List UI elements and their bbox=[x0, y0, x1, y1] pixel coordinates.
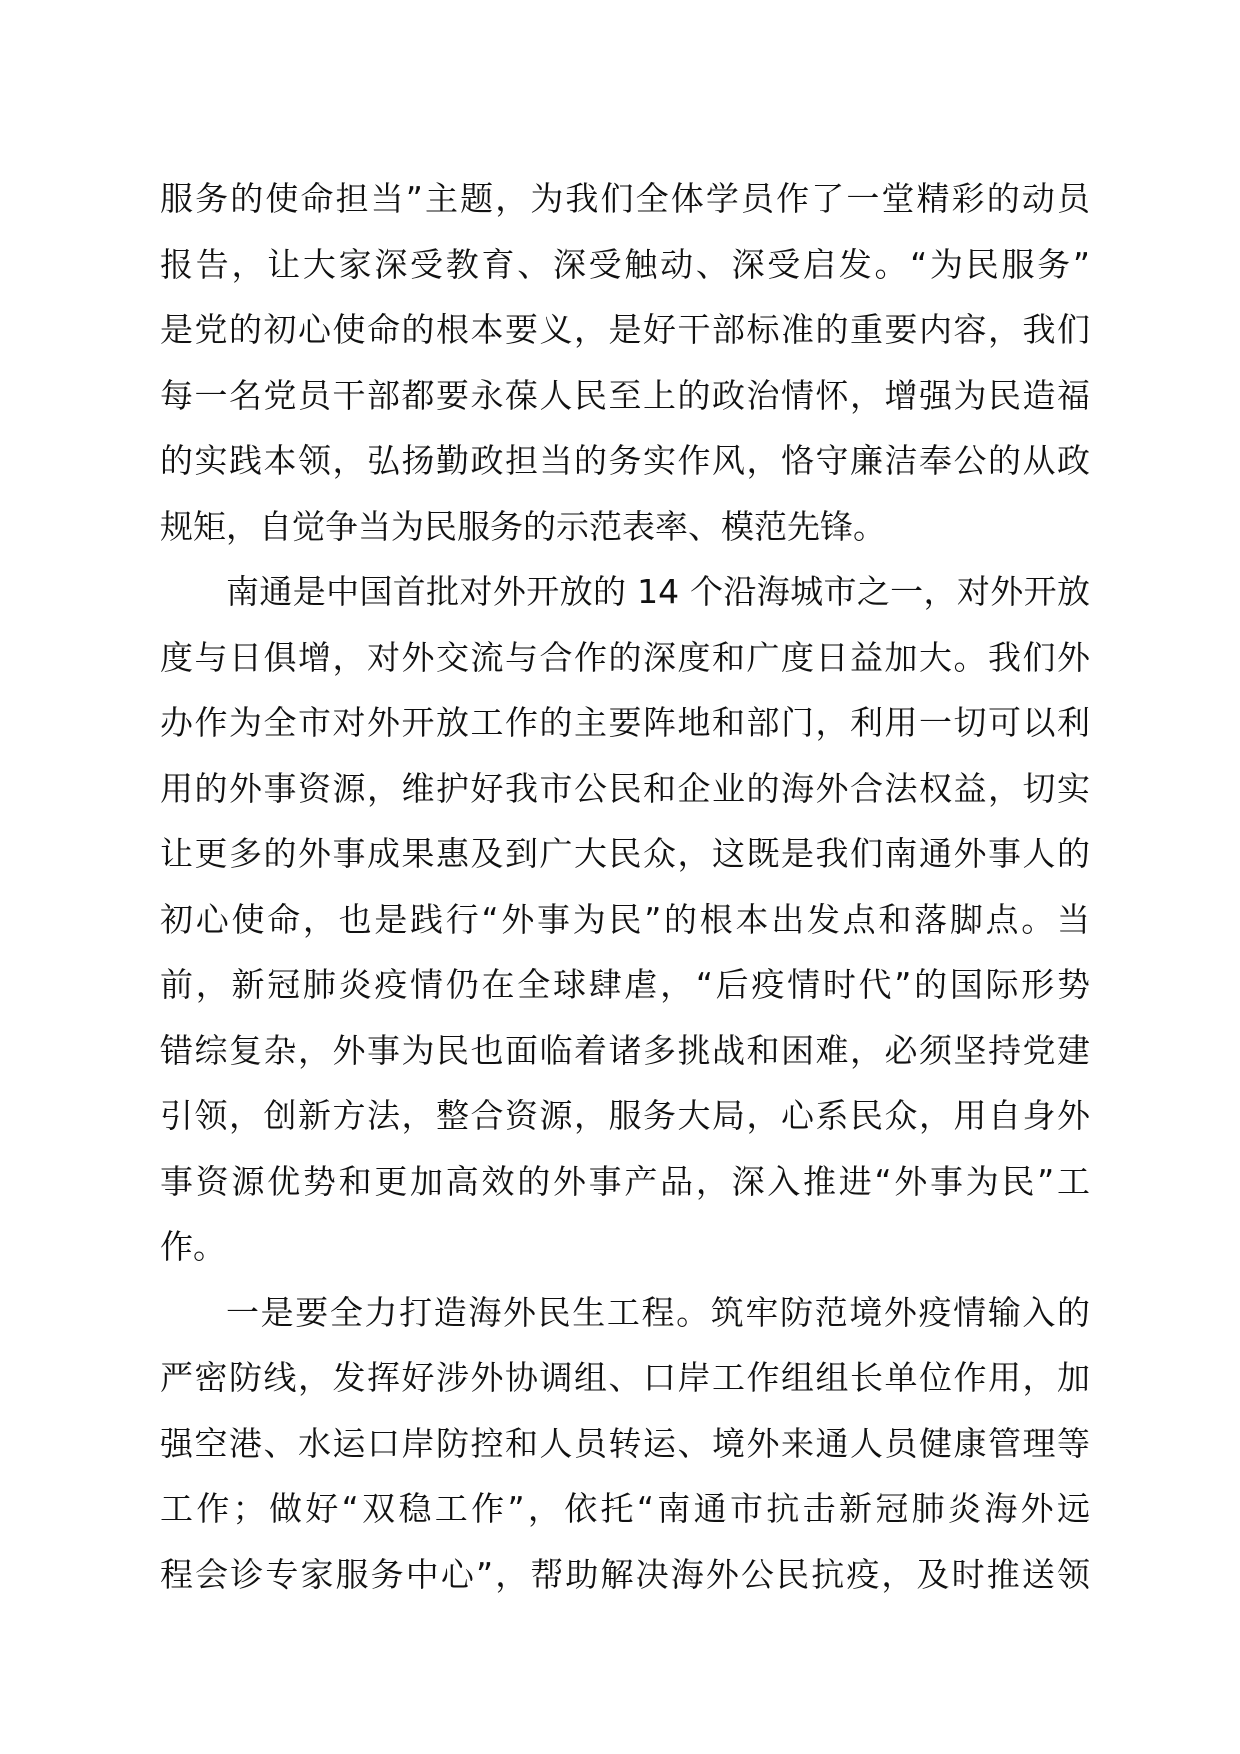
text-line: 事资源优势和更加高效的外事产品，深入推进“外事为民”工 bbox=[160, 1161, 1090, 1201]
text-line: 每一名党员干部都要永葆人民至上的政治情怀，增强为民造福 bbox=[160, 375, 1090, 415]
text-line: 南通是中国首批对外开放的 14 个沿海城市之一，对外开放 bbox=[226, 572, 1090, 611]
paragraph-2 bbox=[160, 559, 1090, 1280]
text-line: 错综复杂，外事为民也面临着诸多挑战和困难，必须坚持党建 bbox=[160, 1030, 1090, 1070]
text-line: 用的外事资源，维护好我市公民和企业的海外合法权益，切实 bbox=[160, 768, 1090, 808]
text-line: 一是要全力打造海外民生工程。筑牢防范境外疫情输入的 bbox=[226, 1292, 1090, 1332]
text-line: 办作为全市对外开放工作的主要阵地和部门，利用一切可以利 bbox=[160, 703, 1090, 742]
text-line: 作。 bbox=[160, 1227, 226, 1266]
text-line: 规矩，自觉争当为民服务的示范表率、模范先锋。 bbox=[160, 506, 886, 546]
text-line: 引领，创新方法，整合资源，服务大局，心系民众，用自身外 bbox=[160, 1096, 1090, 1135]
text-line: 工作；做好“双稳工作”，依托“南通市抗击新冠肺炎海外远 bbox=[160, 1489, 1090, 1528]
text-line: 严密防线，发挥好涉外协调组、口岸工作组组长单位作用，加 bbox=[160, 1358, 1090, 1397]
text-line: 服务的使命担当”主题，为我们全体学员作了一堂精彩的动员 bbox=[160, 179, 1090, 218]
paragraph-1 bbox=[160, 166, 1090, 559]
text-line: 程会诊专家服务中心”，帮助解决海外公民抗疫，及时推送领 bbox=[160, 1554, 1090, 1594]
text-line: 让更多的外事成果惠及到广大民众，这既是我们南通外事人的 bbox=[160, 834, 1090, 873]
text-line: 初心使命，也是践行“外事为民”的根本出发点和落脚点。当 bbox=[160, 899, 1090, 939]
text-line: 强空港、水运口岸防控和人员转运、境外来通人员健康管理等 bbox=[160, 1423, 1090, 1463]
paragraph-3 bbox=[160, 1280, 1090, 1608]
text-line: 报告，让大家深受教育、深受触动、深受启发。“为民服务” bbox=[160, 244, 1090, 284]
body-text bbox=[160, 166, 1090, 1607]
text-line: 前，新冠肺炎疫情仍在全球肆虐，“后疫情时代”的国际形势 bbox=[160, 965, 1090, 1004]
text-line: 的实践本领，弘扬勤政担当的务实作风，恪守廉洁奉公的从政 bbox=[160, 441, 1090, 480]
text-line: 是党的初心使命的根本要义，是好干部标准的重要内容，我们 bbox=[160, 310, 1090, 349]
text-line: 度与日俱增，对外交流与合作的深度和广度日益加大。我们外 bbox=[160, 637, 1090, 677]
